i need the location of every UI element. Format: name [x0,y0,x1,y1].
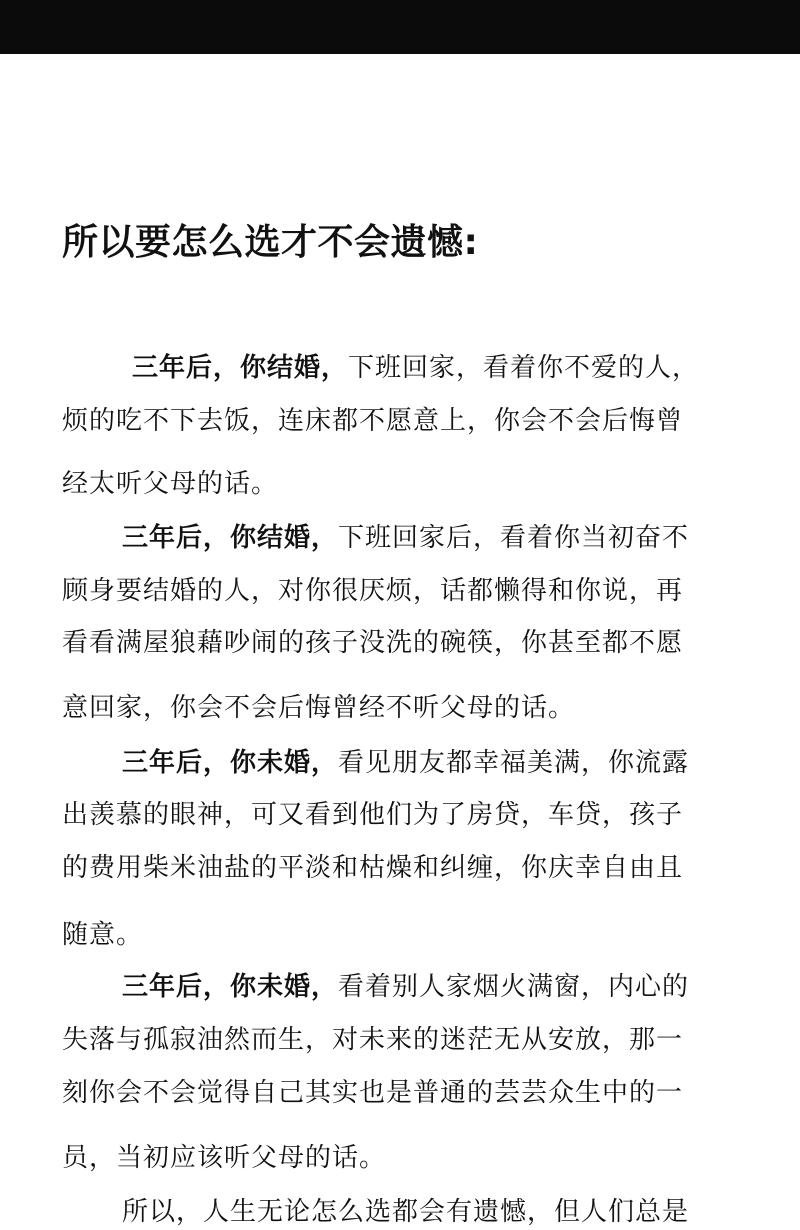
paragraph-3-bold: 三年后，你未婚， [122,748,339,778]
paragraph-2-line-3: 看看满屋狼藉吵闹的孩子没洗的碗筷，你甚至都不愿 [62,628,684,658]
paragraph-2-line-1 [122,520,689,556]
page-title: 所以要怎么选才不会遗憾: [62,222,479,263]
paragraph-4-line-3: 刻你会不会觉得自己其实也是普通的芸芸众生中的一 [62,1078,684,1108]
paragraph-4-line-4: 员，当初应该听父母的话。 [62,1143,387,1173]
paragraph-3-line-2: 出羡慕的眼神，可又看到他们为了房贷，车贷，孩子 [62,800,684,830]
paragraph-3-line-3: 的费用柴米油盐的平淡和枯燥和纠缠，你庆幸自由且 [62,853,684,883]
paragraph-3-line-1 [122,745,689,781]
paragraph-4-bold: 三年后，你未婚， [122,972,339,1002]
paragraph-3-text: 看见朋友都幸福美满，你流露 [338,748,690,778]
paragraph-2-line-4: 意回家，你会不会后悔曾经不听父母的话。 [62,693,576,723]
paragraph-2-line-2: 顾身要结婚的人，对你很厌烦，话都懒得和你说，再 [62,576,684,606]
paragraph-5-line-1: 所以，人生无论怎么选都会有遗憾，但人们总是 [122,1197,690,1227]
paragraph-2-bold: 三年后，你结婚， [122,523,339,553]
paragraph-1-text: 下班回家，看着你不爱的人， [348,353,700,383]
paragraph-4-line-1 [122,969,689,1005]
paragraph-4-text: 看着别人家烟火满窗，内心的 [338,972,690,1002]
paragraph-1-bold: 三年后，你结婚， [132,353,349,383]
paragraph-3-line-4: 随意。 [62,920,144,950]
paragraph-1-line-1 [132,350,699,386]
paragraph-4-line-2: 失落与孤寂油然而生，对未来的迷茫无从安放，那一 [62,1025,684,1055]
paragraph-2-text: 下班回家后，看着你当初奋不 [338,523,690,553]
paragraph-1-line-2: 烦的吃不下去饭，连床都不愿意上，你会不会后悔曾 [62,406,684,436]
paragraph-1-line-3: 经太听父母的话。 [62,469,279,499]
top-bar [0,0,800,54]
